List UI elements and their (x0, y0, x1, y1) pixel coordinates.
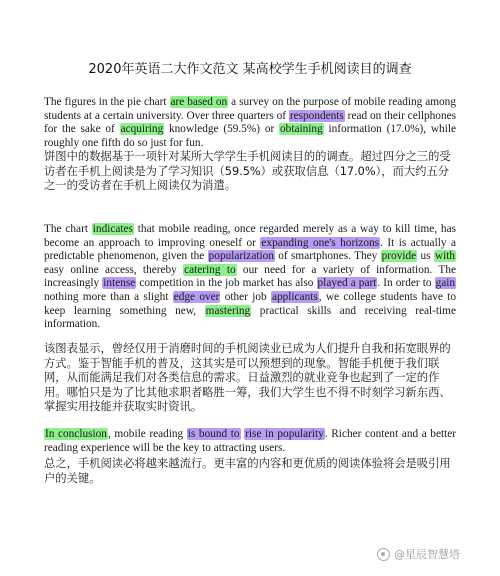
paragraph-3-english (44, 428, 456, 455)
paragraph-2-english (44, 223, 456, 332)
paragraph-3-chinese: 总之，手机阅读必将越来越流行。更丰富的内容和更优质的阅读体验将会是吸引用户的关键。 (44, 457, 451, 485)
text-run: a survey on the purpose of mobile reading among students at a certain university. Over three quarters of (44, 96, 456, 122)
paragraph-1-english (44, 96, 456, 150)
watermark-logo-icon (377, 548, 390, 561)
highlight-purple: edge over (173, 290, 220, 303)
highlight-purple: applicants (271, 290, 318, 303)
text-run: The figures in the pie chart (44, 96, 170, 108)
highlight-purple: intense (103, 277, 136, 290)
text-run: that mobile reading, once regarded merely as a way to kill time, has become an approach to improving oneself or (44, 223, 456, 249)
highlight-green: provide (381, 250, 417, 263)
highlight-purple: respondents (289, 109, 344, 122)
text-run: other job (220, 290, 271, 303)
highlight-green: with (434, 250, 455, 263)
text-run: knowledge (59.5%) or (164, 123, 280, 136)
text-run: . Richer content and a better reading experience will be the key to attracting users. (44, 428, 457, 454)
document-title: 2020年英语二大作文范文 某高校学生手机阅读目的调查 (88, 62, 412, 77)
highlight-green: obtaining (280, 123, 323, 136)
text-run: practical skills and receiving real-time information. (44, 304, 456, 331)
highlight-green: catering to (184, 263, 236, 276)
text-run: our need for a variety of information. The increasingly (44, 263, 456, 290)
highlight-purple: rise in popularity (245, 428, 324, 440)
highlight-green: indicates (92, 223, 133, 235)
paragraph-1-chinese: 饼图中的数据基于一项针对某所大学学生手机阅读目的的调查。超过四分之三的受访者在手机上阅读是为了学习知识（59.5%）或获取信息（17.0%），而大约五分之一的受访者在手机上阅读仅为消遣。 (44, 150, 451, 193)
text-run: , we college students have to keep learning something new, (44, 290, 456, 317)
highlight-green: In conclusion (45, 428, 107, 440)
text-run: nothing more than a slight (44, 290, 173, 303)
highlight-purple: popularization (208, 250, 274, 263)
text-run: read on their cellphones for the sake of (44, 109, 456, 136)
highlight-green: acquiring (120, 123, 164, 136)
highlight-purple: played a part (317, 277, 377, 290)
text-run: The chart (44, 223, 92, 235)
text-run: . It is actually a predictable phenomenon, given the (44, 236, 456, 263)
paragraph-2-chinese: 该图表显示，曾经仅用于消磨时间的手机阅读业已成为人们提升自我和拓宽眼界的方式。鉴于智能手机的普及，这其实是可以预想到的现象。智能手机便于我们联网，从而能满足我们对各类信息的需求。日益激烈的就业竞争也起到了一定的作用。哪怕只是为了比其他求职者略胜一筹，我们大学生也不得不时刻学习新东西、掌握实用技能并获取实时资讯。 (44, 342, 451, 414)
highlight-green: are based on (170, 96, 228, 108)
text-run: of smartphones. They (274, 250, 381, 263)
text-run: competition in the job market has also (136, 277, 317, 290)
watermark (377, 546, 460, 562)
highlight-purple: gain (435, 277, 456, 290)
text-run: information (17.0%), while roughly one fifth do so just for fun. (44, 123, 456, 149)
watermark-text: @星辰智慧塔 (394, 548, 460, 561)
text-run: us (417, 250, 434, 263)
highlight-purple: expanding one's horizons (261, 236, 380, 249)
highlight-purple: is bound to (187, 428, 240, 440)
text-run: , mobile reading (107, 428, 187, 440)
text-run: easy online access, thereby (44, 263, 184, 276)
text-run: . In order to (377, 277, 435, 290)
highlight-green: mastering (205, 304, 251, 317)
